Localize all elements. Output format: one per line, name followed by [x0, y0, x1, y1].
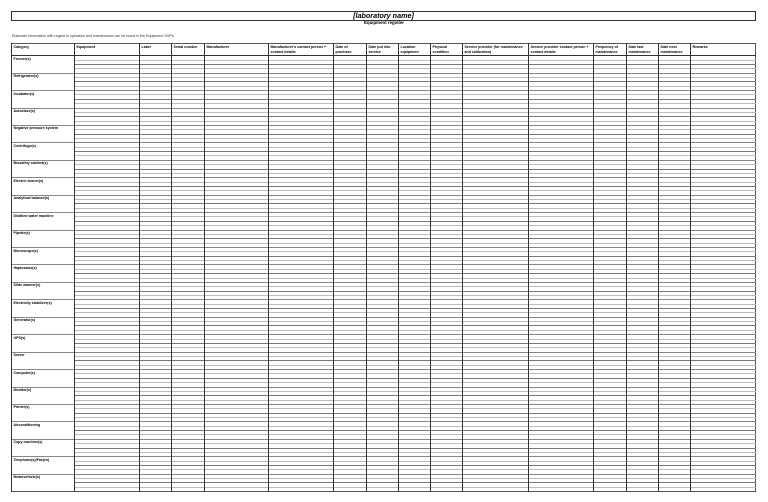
category-cell[interactable]: Distilled water machine — [12, 213, 75, 230]
data-cell[interactable] — [172, 487, 205, 491]
category-cell[interactable]: Printer(s) — [12, 404, 75, 421]
sop-note: Elaborate information with regard to operation and maintenance can be found in the Equipment SOPs. — [12, 34, 175, 38]
equipment-register-table — [11, 43, 756, 492]
category-cell[interactable]: Motorvehicle(s) — [12, 474, 75, 491]
category-cell[interactable]: Haplosator(s) — [12, 265, 75, 282]
category-cell[interactable]: Slide warmer(s) — [12, 282, 75, 299]
column-header-equipment: Equipment — [75, 44, 140, 56]
column-header-date-last-maintenance: Date last maintenance — [627, 44, 659, 56]
category-cell[interactable]: Electric burner(s) — [12, 178, 75, 195]
category-cell[interactable]: Microscope(s) — [12, 248, 75, 265]
column-header-remarks: Remarks — [691, 44, 756, 56]
category-cell[interactable]: Refrigerator(s) — [12, 73, 75, 90]
data-cell[interactable] — [334, 487, 367, 491]
data-cell[interactable] — [659, 487, 691, 491]
category-cell[interactable]: Computer(s) — [12, 370, 75, 387]
data-cell[interactable] — [269, 487, 334, 491]
column-header-category: Category — [12, 44, 75, 56]
column-header-serial-number: Serial number — [172, 44, 205, 56]
category-cell[interactable]: Freezer(s) — [12, 56, 75, 73]
column-header-physical-condition: Physical condition — [431, 44, 463, 56]
data-cell[interactable] — [594, 487, 627, 491]
register-subtitle: Equipment register — [363, 20, 404, 25]
category-cell[interactable]: Telephone(s)/Fax(es) — [12, 457, 75, 474]
data-cell[interactable] — [367, 487, 399, 491]
category-cell[interactable]: UPS(s) — [12, 335, 75, 352]
table-body — [12, 56, 756, 492]
laboratory-name-title: [laboratory name] — [353, 11, 414, 20]
data-cell[interactable] — [529, 487, 594, 491]
category-cell[interactable]: Pipette(s) — [12, 230, 75, 247]
table-row — [12, 487, 756, 491]
column-header-location-equipment: Location equipment — [399, 44, 431, 56]
column-header-date-of-purchase: Date of purchase — [334, 44, 367, 56]
column-header-service-provider-contact-person-contact-details: Service provider contact person + contact details — [529, 44, 594, 56]
column-header-manufacturer-s-contact-person-contact-details: Manufacturer's contact person + contact details — [269, 44, 334, 56]
category-cell[interactable]: Incubator(s) — [12, 91, 75, 108]
data-cell[interactable] — [691, 487, 756, 491]
category-cell[interactable]: Analytical balance(s) — [12, 195, 75, 212]
category-cell[interactable]: Copy machine(s) — [12, 439, 75, 456]
data-cell[interactable] — [627, 487, 659, 491]
column-header-manufacturer: Manufacturer — [205, 44, 269, 56]
data-cell[interactable] — [399, 487, 431, 491]
column-header-date-put-into-service: Date put into service — [367, 44, 399, 56]
category-cell[interactable]: Biosafety cabinet(s) — [12, 160, 75, 177]
category-cell[interactable]: Electricity stabilizer(s) — [12, 300, 75, 317]
category-cell[interactable]: Negative pressure system — [12, 125, 75, 142]
data-cell[interactable] — [140, 487, 172, 491]
data-cell[interactable] — [75, 487, 140, 491]
category-cell[interactable]: Server — [12, 352, 75, 369]
category-cell[interactable]: Autoclave(s) — [12, 108, 75, 125]
data-cell[interactable] — [431, 487, 463, 491]
data-cell[interactable] — [205, 487, 269, 491]
column-header-frequency-of-maintenance: Frequency of maintenance — [594, 44, 627, 56]
category-cell[interactable]: Airconditioning — [12, 422, 75, 439]
data-cell[interactable] — [463, 487, 529, 491]
column-header-date-next-maintenance: Date next maintenance — [659, 44, 691, 56]
category-cell[interactable]: Monitor(s) — [12, 387, 75, 404]
column-header-label: Label — [140, 44, 172, 56]
table-header-row — [12, 44, 756, 56]
category-cell[interactable]: Centrifuge(s) — [12, 143, 75, 160]
category-cell[interactable]: Generator(s) — [12, 317, 75, 334]
column-header-service-provider-for-maintenance-and-calibration: Service provider (for maintenance and calibration) — [463, 44, 529, 56]
